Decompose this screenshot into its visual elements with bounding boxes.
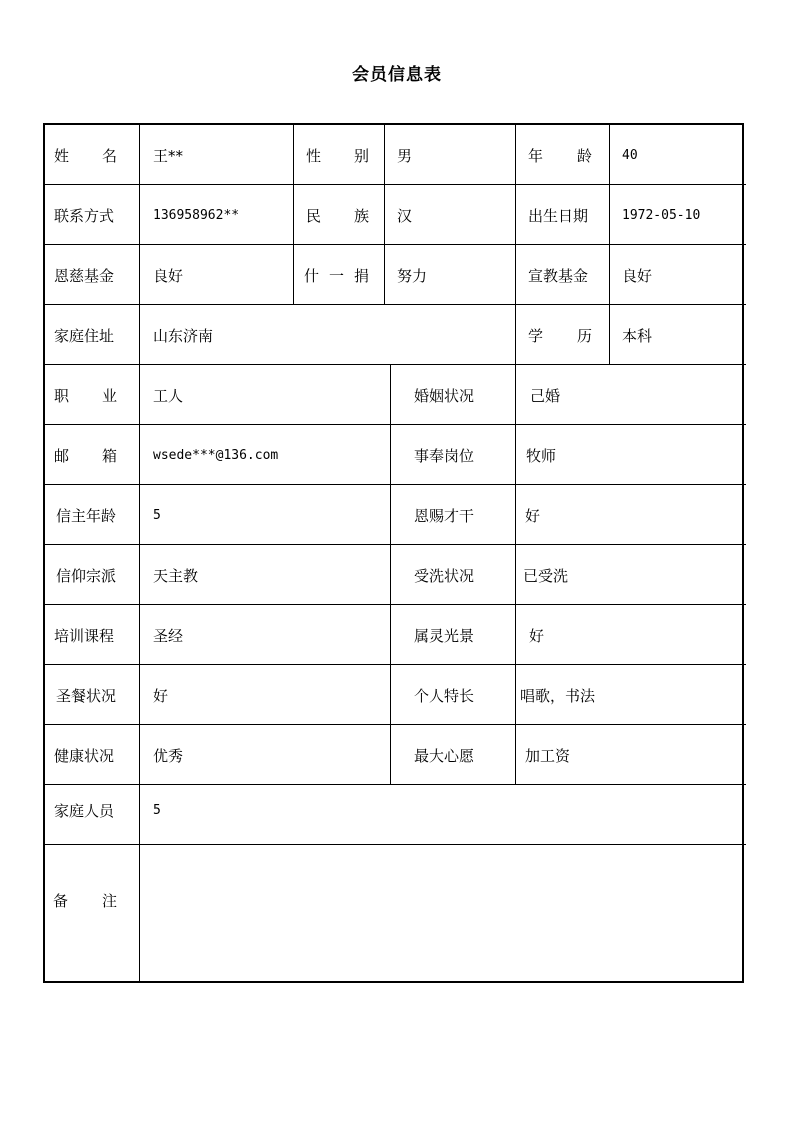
communion-value: 好 xyxy=(153,686,169,705)
tithe-value: 努力 xyxy=(397,266,428,285)
education-value: 本科 xyxy=(622,326,653,345)
faith-years-value: 5 xyxy=(153,507,161,523)
ethnic-value: 汉 xyxy=(397,206,413,225)
family-value: 5 xyxy=(153,802,161,818)
education-label: 学 历 xyxy=(528,326,592,345)
address-label: 家庭住址 xyxy=(54,326,115,345)
gifts-label: 恩赐才干 xyxy=(414,506,475,525)
marital-label: 婚姻状况 xyxy=(414,386,475,405)
remark-label: 备 注 xyxy=(53,891,117,910)
contact-label: 联系方式 xyxy=(54,206,115,225)
training-value: 圣经 xyxy=(153,626,184,645)
denomination-label: 信仰宗派 xyxy=(56,566,117,585)
training-label: 培训课程 xyxy=(54,626,115,645)
baptism-label: 受洗状况 xyxy=(414,566,475,585)
occupation-value: 工人 xyxy=(153,386,184,405)
charity-fund-value: 良好 xyxy=(153,266,184,285)
tithe-label: 什 一 捐 xyxy=(304,266,369,285)
age-value: 40 xyxy=(622,147,638,163)
talent-label: 个人特长 xyxy=(414,686,475,705)
ministry-post-value: 牧师 xyxy=(526,446,557,465)
denomination-value: 天主教 xyxy=(153,566,199,585)
birth-label: 出生日期 xyxy=(528,206,589,225)
health-label: 健康状况 xyxy=(54,746,115,765)
name-label: 姓 名 xyxy=(54,146,117,165)
gifts-value: 好 xyxy=(525,506,541,525)
charity-fund-label: 恩慈基金 xyxy=(54,266,115,285)
faith-years-label: 信主年龄 xyxy=(56,506,117,525)
member-info-table xyxy=(43,123,744,983)
gender-label: 性 别 xyxy=(306,146,369,165)
age-label: 年 龄 xyxy=(528,146,592,165)
spiritual-state-value: 好 xyxy=(529,626,545,645)
gender-value: 男 xyxy=(397,146,413,165)
mission-fund-label: 宣教基金 xyxy=(528,266,589,285)
talent-value: 唱歌，书法 xyxy=(520,686,596,705)
remark-value xyxy=(139,845,746,983)
wish-label: 最大心愿 xyxy=(414,746,475,765)
occupation-label: 职 业 xyxy=(54,386,117,405)
family-label: 家庭人员 xyxy=(54,801,115,820)
health-value: 优秀 xyxy=(153,746,184,765)
mission-fund-value: 良好 xyxy=(622,266,653,285)
wish-value: 加工资 xyxy=(525,746,571,765)
name-value: 王** xyxy=(153,146,184,165)
contact-value: 136958962** xyxy=(153,207,240,223)
spiritual-state-label: 属灵光景 xyxy=(414,626,475,645)
ethnic-label: 民 族 xyxy=(306,206,369,225)
address-value: 山东济南 xyxy=(153,326,214,345)
email-value: wsede***@136.com xyxy=(153,447,279,463)
ministry-post-label: 事奉岗位 xyxy=(414,446,475,465)
email-label: 邮 箱 xyxy=(54,446,117,465)
birth-value: 1972-05-10 xyxy=(622,207,701,223)
form-title: 会员信息表 xyxy=(352,65,442,85)
baptism-value: 已受洗 xyxy=(523,566,569,585)
marital-value: 己婚 xyxy=(530,386,561,405)
communion-label: 圣餐状况 xyxy=(56,686,117,705)
